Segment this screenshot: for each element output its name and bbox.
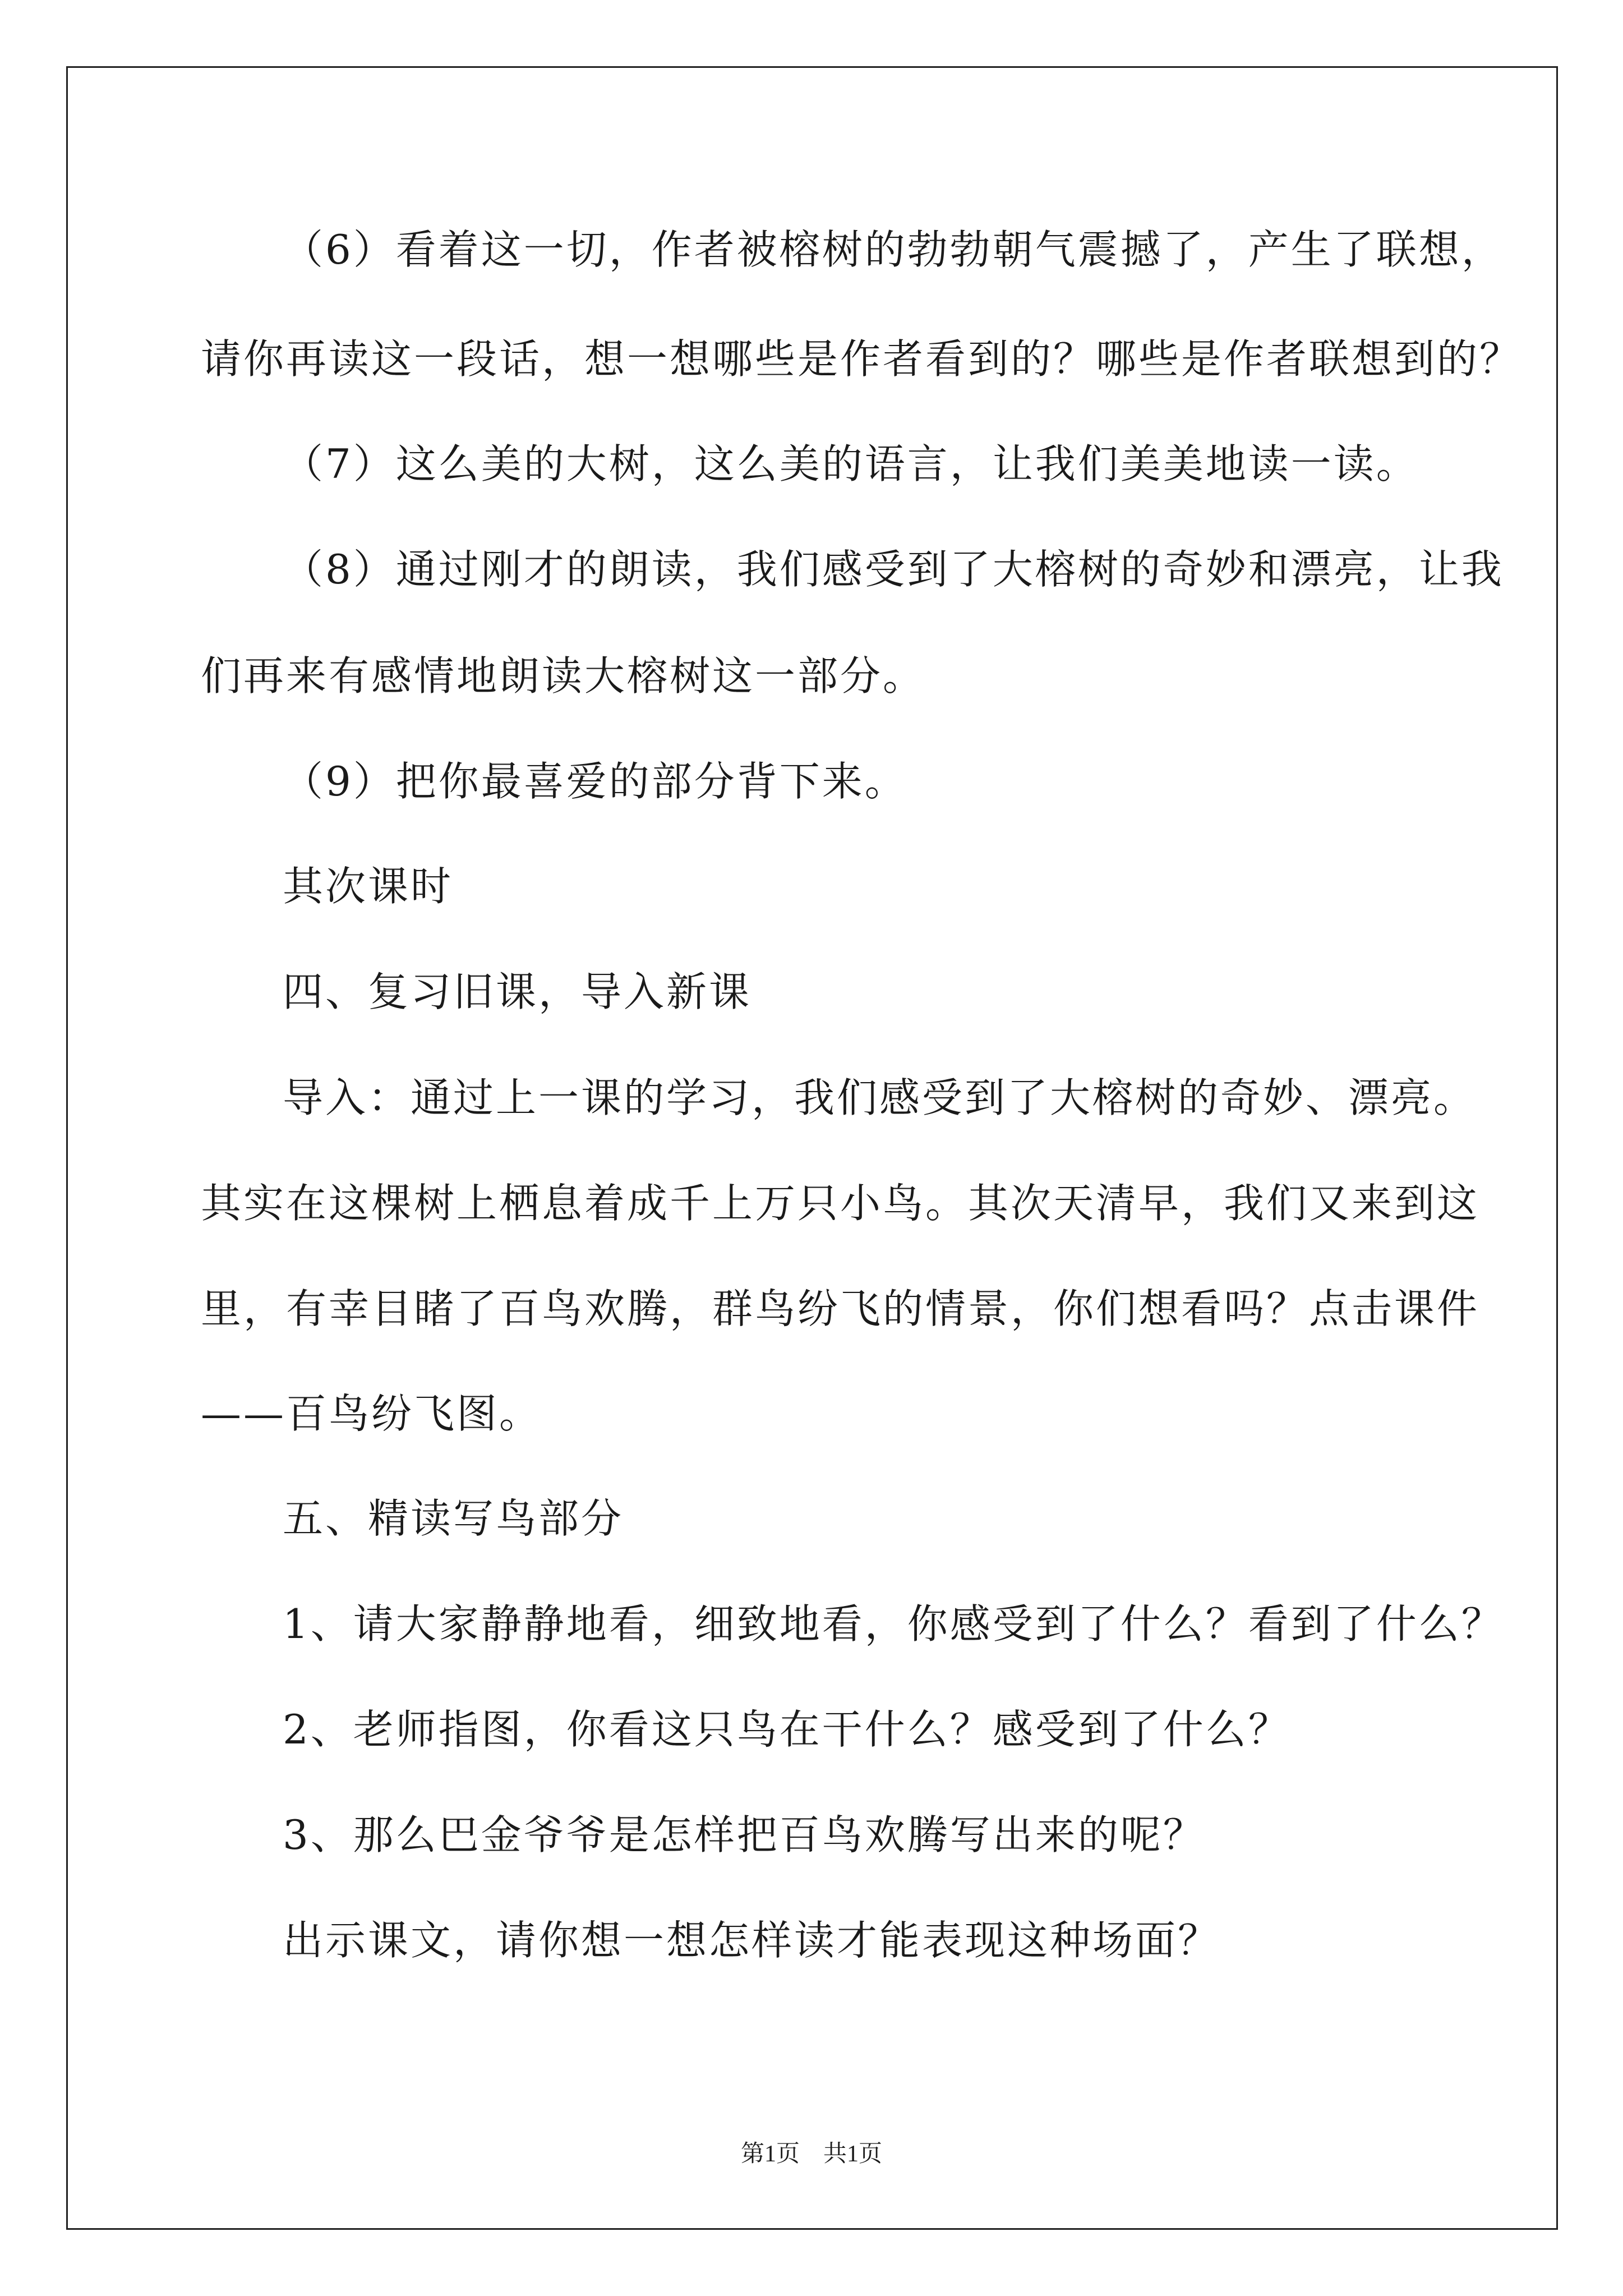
paragraph-line: 出示课文，请你想一想怎样读才能表现这种场面？ (283, 1917, 1221, 1964)
paragraph-line: （9）把你最喜爱的部分背下来。 (283, 758, 907, 805)
paragraph-line: （8）通过刚才的朗读，我们感受到了大榕树的奇妙和漂亮，让我 (283, 546, 1504, 593)
paragraph-line: （6）看着这一切，作者被榕树的勃勃朝气震撼了，产生了联想， (283, 226, 1504, 273)
paragraph-line: 里，有幸目睹了百鸟欢腾，群鸟纷飞的情景，你们想看吗？点击课件 (201, 1285, 1480, 1332)
page-border (66, 66, 1558, 2230)
page-number-footer: 第1页 共1页 (740, 2141, 882, 2167)
paragraph-line: 们再来有感情地朗读大榕树这一部分。 (201, 652, 926, 700)
section-heading: 五、精读写鸟部分 (283, 1495, 624, 1542)
paragraph-line: 请你再读这一段话，想一想哪些是作者看到的？哪些是作者联想到的？ (201, 335, 1523, 383)
paragraph-line: 2、老师指图，你看这只鸟在干什么？感受到了什么？ (283, 1706, 1291, 1753)
paragraph-line: ——百鸟纷飞图。 (201, 1390, 542, 1437)
section-heading: 四、复习旧课，导入新课 (283, 968, 752, 1015)
section-heading: 其次课时 (283, 863, 454, 910)
paragraph-line: 导入：通过上一课的学习，我们感受到了大榕树的奇妙、漂亮。 (283, 1074, 1477, 1121)
paragraph-line: 其实在这棵树上栖息着成千上万只小鸟。其次天清早，我们又来到这 (201, 1180, 1480, 1227)
paragraph-line: 3、那么巴金爷爷是怎样把百鸟欢腾写出来的呢？ (283, 1811, 1206, 1858)
paragraph-line: （7）这么美的大树，这么美的语言，让我们美美地读一读。 (283, 440, 1419, 487)
paragraph-line: 1、请大家静静地看，细致地看，你感受到了什么？看到了什么？ (283, 1600, 1504, 1648)
